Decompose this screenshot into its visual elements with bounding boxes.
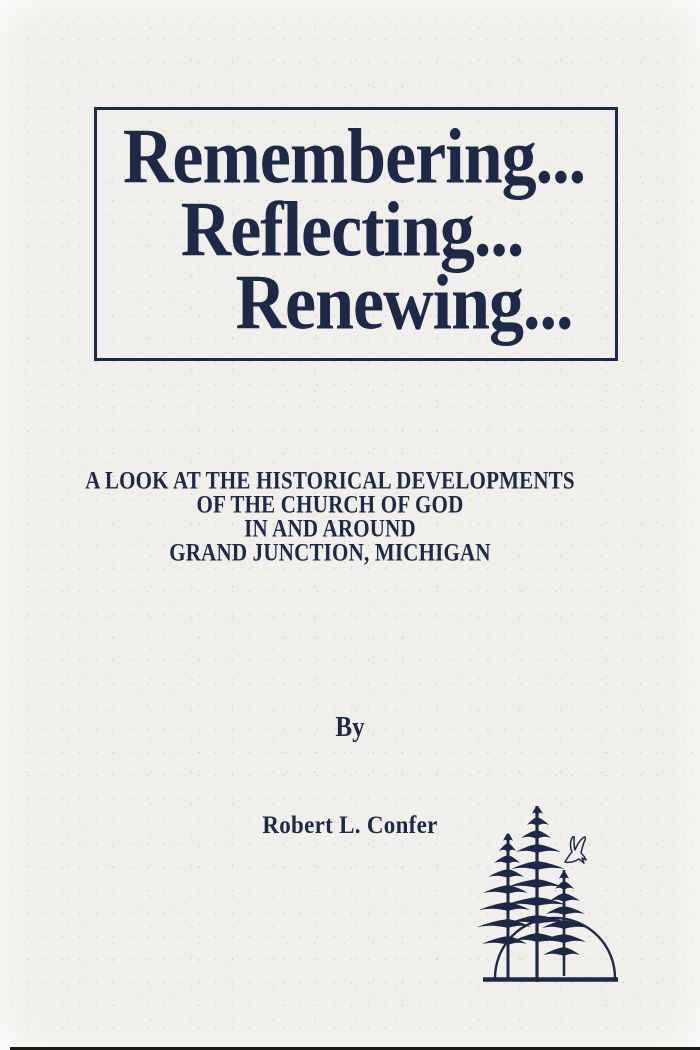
byline-label: By [335, 712, 365, 743]
pine-trees-illustration [470, 795, 640, 1000]
title-line-1: Remembering... [122, 114, 586, 201]
title-box [94, 107, 618, 361]
pine-tree-center-icon [505, 806, 569, 982]
title-line-2: Reflecting... [180, 187, 524, 274]
subtitle-line-2: OF THE CHURCH OF GOD [196, 489, 464, 519]
sunrise-dome-icon [483, 918, 618, 980]
subtitle-line-1: A LOOK AT THE HISTORICAL DEVELOPMENTS [85, 465, 575, 495]
author-name: Robert L. Confer [262, 810, 438, 839]
subtitle-line-3: IN AND AROUND [244, 513, 416, 543]
title-line-3: Renewing... [235, 260, 573, 347]
subtitle-line-4: GRAND JUNCTION, MICHIGAN [169, 537, 491, 567]
subtitle [0, 465, 660, 567]
dove-icon [565, 837, 586, 863]
pine-tree-left-icon [477, 833, 531, 980]
